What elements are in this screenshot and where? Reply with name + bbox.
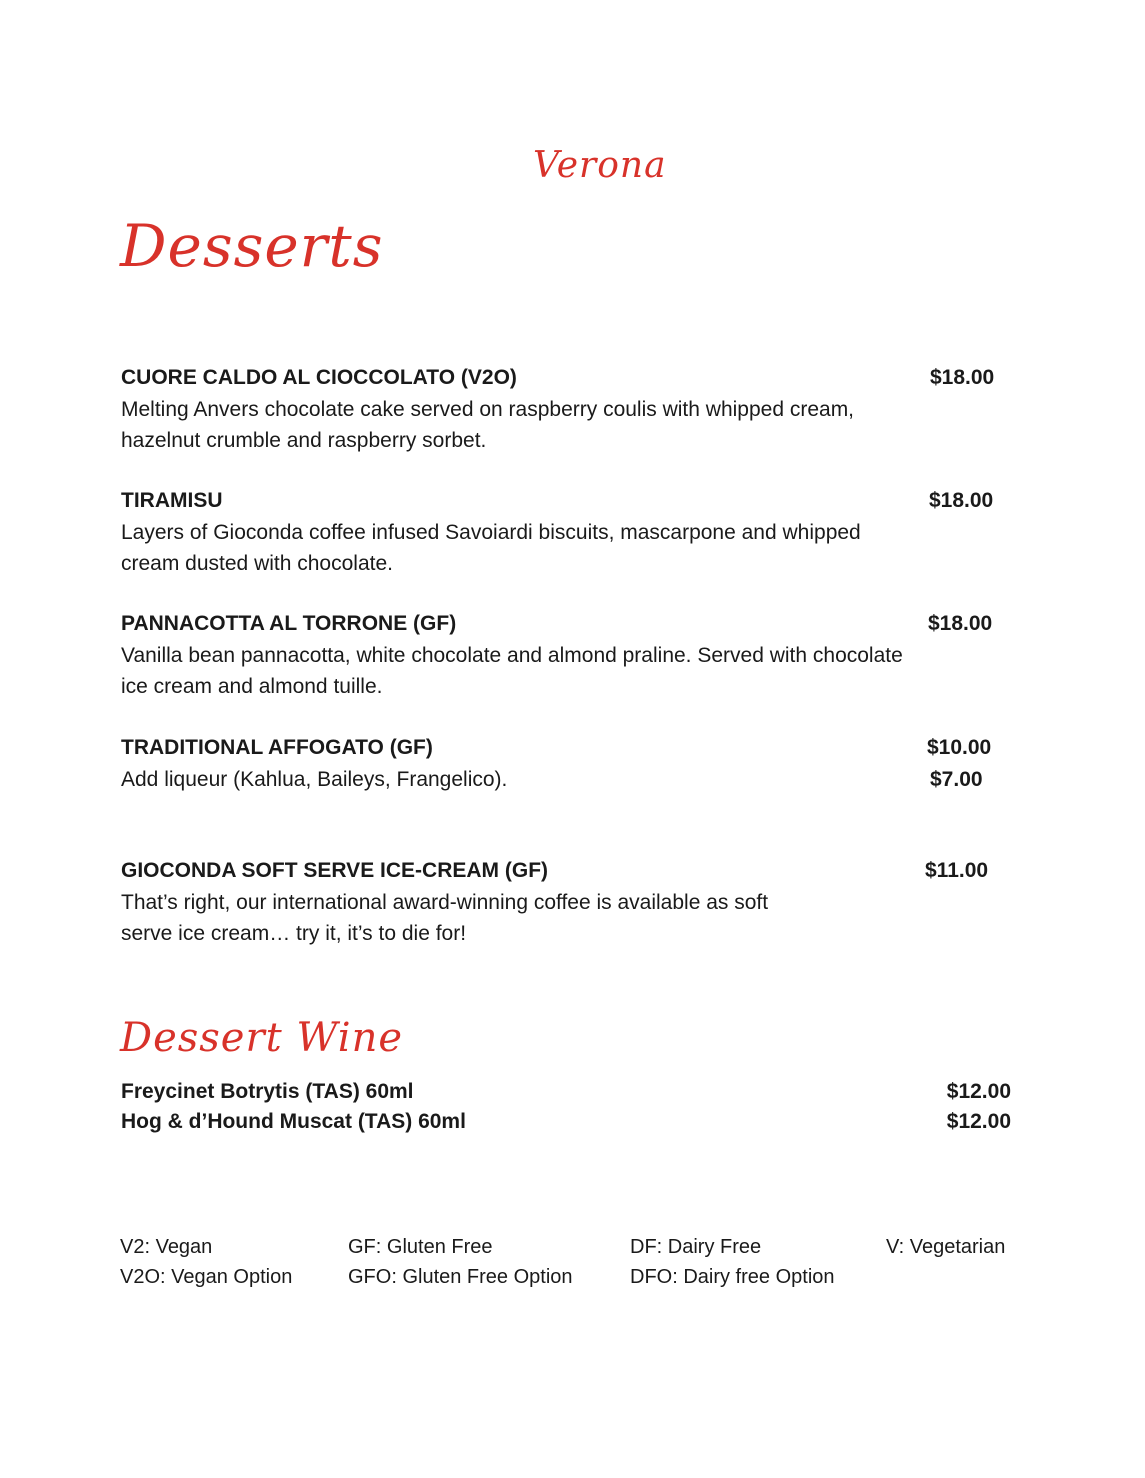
- item-name: TIRAMISU: [121, 489, 223, 512]
- legend-entry: GF: Gluten Free: [348, 1236, 493, 1258]
- legend-entry: V2: Vegan: [120, 1236, 213, 1258]
- menu-item-pannacotta: [121, 608, 1021, 702]
- item-description: Add liqueur (Kahlua, Baileys, Frangelico).: [121, 768, 508, 791]
- item-price: $18.00: [930, 366, 995, 389]
- legend-entry: GFO: Gluten Free Option: [348, 1266, 573, 1288]
- wine-price: $12.00: [946, 1080, 1011, 1103]
- item-name: CUORE CALDO AL CIOCCOLATO (V2O): [121, 366, 517, 389]
- wine-name: Hog & d’Hound Muscat (TAS) 60ml: [121, 1110, 466, 1133]
- wine-price: $12.00: [946, 1110, 1011, 1133]
- addon-price: $7.00: [930, 768, 983, 791]
- item-name: GIOCONDA SOFT SERVE ICE-CREAM (GF): [121, 859, 549, 882]
- legend-dairy: [630, 1232, 835, 1292]
- item-price: $18.00: [929, 489, 994, 512]
- item-name: PANNACOTTA AL TORRONE (GF): [121, 612, 457, 635]
- wine-name: Freycinet Botrytis (TAS) 60ml: [121, 1080, 414, 1103]
- item-description: Layers of Gioconda coffee infused Savoiardi biscuits, mascarpone and whipped cream dusted with chocolate.: [121, 521, 861, 575]
- item-name: TRADITIONAL AFFOGATO (GF): [121, 736, 433, 759]
- menu-item-cuore-caldo: [121, 362, 1021, 456]
- desserts-heading: Desserts: [120, 212, 384, 280]
- legend-entry: DFO: Dairy free Option: [630, 1266, 835, 1288]
- item-price: $11.00: [925, 859, 989, 882]
- item-description: Melting Anvers chocolate cake served on raspberry coulis with whipped cream, hazelnut crumble and raspberry sorbet.: [121, 398, 855, 452]
- menu-item-soft-serve: [121, 855, 1021, 949]
- legend-vegan: [120, 1232, 292, 1292]
- legend-entry: V2O: Vegan Option: [120, 1266, 293, 1288]
- menu-item-affogato: [121, 732, 1021, 795]
- legend-gluten: [348, 1232, 573, 1292]
- legend-vegetarian: [886, 1232, 1005, 1262]
- menu-item-tiramisu: [121, 485, 1021, 579]
- legend-entry: V: Vegetarian: [886, 1236, 1006, 1258]
- brand-title: Verona: [533, 145, 667, 186]
- item-price: $10.00: [927, 736, 992, 759]
- item-description: That’s right, our international award-winning coffee is available as soft serve ice cream… try it, it’s to die for!: [121, 891, 769, 945]
- item-price: $18.00: [928, 612, 993, 635]
- legend-entry: DF: Dairy Free: [630, 1236, 762, 1258]
- dessert-wine-heading: Dessert Wine: [120, 1015, 404, 1061]
- item-description: Vanilla bean pannacotta, white chocolate and almond praline. Served with chocolate ice cream and almond tuille.: [121, 644, 903, 698]
